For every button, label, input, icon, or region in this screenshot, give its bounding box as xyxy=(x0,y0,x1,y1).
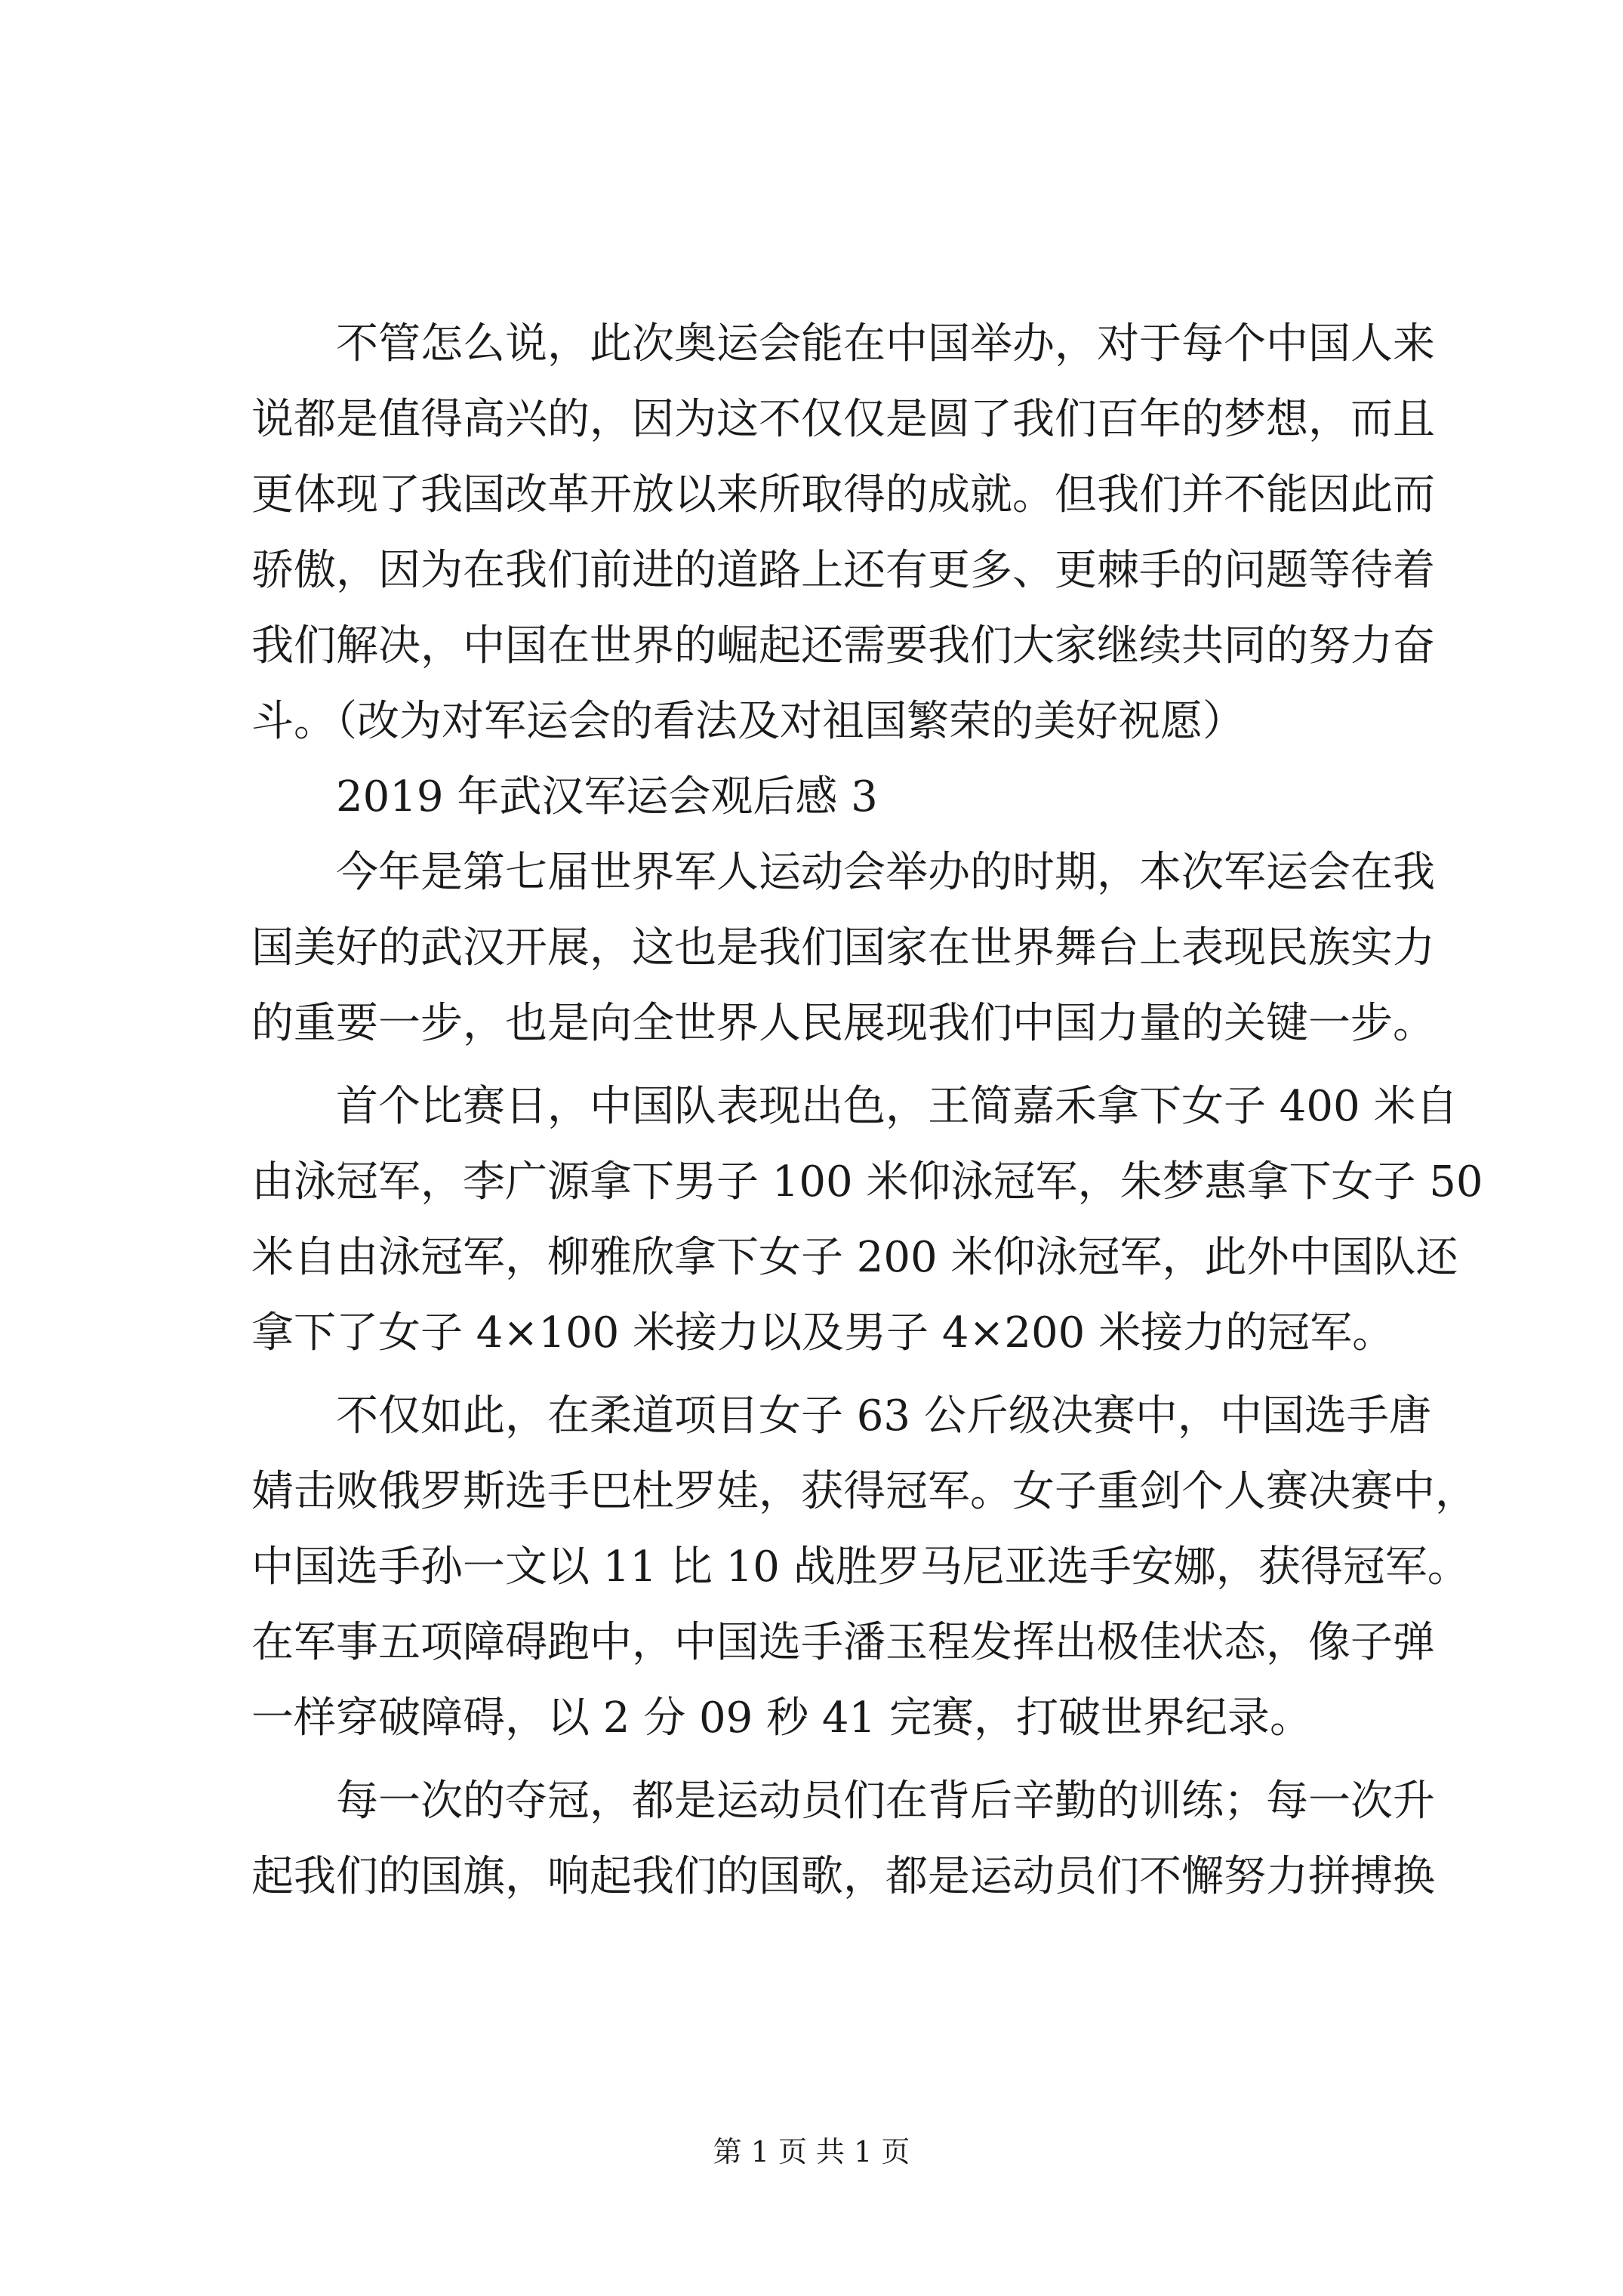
section-heading: 2019 年武汉军运会观后感 3 xyxy=(336,772,878,821)
paragraph-line: 米自由泳冠军，柳雅欣拿下女子 200 米仰泳冠军，此外中国队还 xyxy=(251,1233,1458,1282)
paragraph-line: 由泳冠军，李广源拿下男子 100 米仰泳冠军，朱梦惠拿下女子 50 xyxy=(251,1157,1483,1207)
paragraph-line: 不仅如此，在柔道项目女子 63 公斤级决赛中，中国选手唐 xyxy=(336,1391,1431,1441)
paragraph-line: 斗。（改为对军运会的看法及对祖国繁荣的美好祝愿） xyxy=(251,697,1245,746)
paragraph-line: 不管怎么说，此次奥运会能在中国举办，对于每个中国人来 xyxy=(336,319,1435,368)
paragraph-line: 一样穿破障碍，以 2 分 09 秒 41 完赛，打破世界纪录。 xyxy=(251,1693,1312,1743)
paragraph-line: 在军事五项障碍跑中，中国选手潘玉程发挥出极佳状态，像子弹 xyxy=(251,1618,1435,1667)
paragraph-line: 婧击败俄罗斯选手巴杜罗娃，获得冠军。女子重剑个人赛决赛中， xyxy=(251,1467,1477,1516)
paragraph-line: 更体现了我国改革开放以来所取得的成就。但我们并不能因此而 xyxy=(251,470,1435,519)
paragraph-line: 今年是第七届世界军人运动会举办的时期，本次军运会在我 xyxy=(336,848,1435,897)
paragraph-line: 每一次的夺冠，都是运动员们在背后辛勤的训练；每一次升 xyxy=(336,1777,1435,1826)
paragraph-line: 说都是值得高兴的，因为这不仅仅是圆了我们百年的梦想，而且 xyxy=(251,395,1435,444)
paragraph-line: 起我们的国旗，响起我们的国歌，都是运动员们不懈努力拼搏换 xyxy=(251,1852,1435,1901)
page-footer: 第 1 页 共 1 页 xyxy=(713,2135,910,2168)
paragraph-line: 国美好的武汉开展，这也是我们国家在世界舞台上表现民族实力 xyxy=(251,923,1435,972)
paragraph-line: 首个比赛日，中国队表现出色，王简嘉禾拿下女子 400 米自 xyxy=(336,1082,1458,1131)
paragraph-line: 的重要一步，也是向全世界人民展现我们中国力量的关键一步。 xyxy=(251,999,1435,1048)
paragraph-line: 骄傲，因为在我们前进的道路上还有更多、更棘手的问题等待着 xyxy=(251,546,1435,595)
paragraph-line: 我们解决，中国在世界的崛起还需要我们大家继续共同的努力奋 xyxy=(251,621,1435,670)
paragraph-line: 中国选手孙一文以 11 比 10 战胜罗马尼亚选手安娜，获得冠军。 xyxy=(251,1542,1470,1592)
paragraph-line: 拿下了女子 4×100 米接力以及男子 4×200 米接力的冠军。 xyxy=(251,1308,1395,1358)
